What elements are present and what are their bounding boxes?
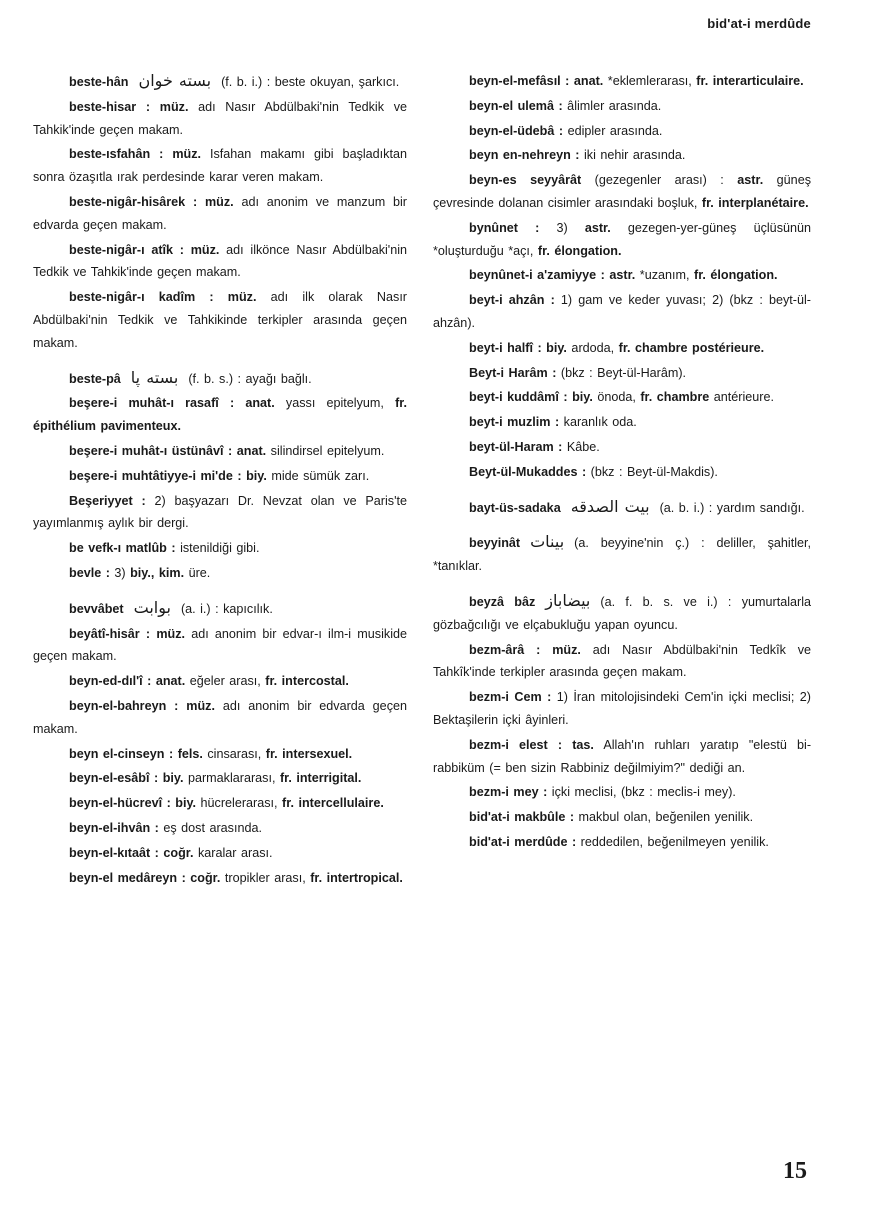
entry-headword: beste-ısfahân : bbox=[69, 147, 164, 162]
dictionary-entry bbox=[433, 362, 811, 385]
entry-headword: bayt-üs-sadaka bbox=[469, 500, 561, 515]
field-abbreviation: biy. bbox=[572, 390, 593, 405]
french-equivalent: fr. intertropical. bbox=[310, 870, 403, 885]
entry-text: 3) bbox=[539, 220, 585, 235]
dictionary-entry bbox=[33, 367, 407, 391]
dictionary-entry bbox=[33, 562, 407, 585]
entry-headword: bezm-i mey : bbox=[469, 785, 548, 800]
dictionary-entry bbox=[433, 169, 811, 215]
entry-text: Isfahan makamı gibi başladıktan sonra özaşıtla ırak perdesinde karar veren makam. bbox=[33, 147, 407, 185]
entry-headword: beyn-el-hücrevî : bbox=[69, 796, 171, 811]
dictionary-entry bbox=[33, 695, 407, 741]
entry-headword: beşere-i muhât-ı üstünâvî : bbox=[69, 443, 233, 458]
french-equivalent: fr. chambre bbox=[640, 390, 710, 405]
entry-text: istenildiği gibi. bbox=[175, 541, 260, 556]
entry-text: makbul olan, beğenilen yenilik. bbox=[574, 810, 754, 825]
field-abbreviation: müz. bbox=[186, 698, 215, 713]
entry-headword: bezm-i elest : bbox=[469, 737, 563, 752]
entry-text: parmaklararası, bbox=[183, 771, 280, 786]
entry-text: (a. i.) : kapıcılık. bbox=[180, 601, 273, 616]
entry-headword: beyt-i ahzân : bbox=[469, 293, 555, 308]
entry-headword: beste-nigâr-ı kadîm : bbox=[69, 290, 214, 305]
entry-text: hücrelerarası, bbox=[196, 796, 283, 811]
field-abbreviation: müz. bbox=[190, 242, 220, 257]
dictionary-entry bbox=[433, 590, 811, 637]
entry-text: gezegen-yer-güneş üçlüsünün *oluşturduğu *açı, bbox=[433, 220, 812, 258]
field-abbreviation: tas. bbox=[572, 737, 594, 752]
dictionary-entry bbox=[433, 781, 811, 804]
entry-headword: beyn-el-esâbî : bbox=[69, 771, 159, 786]
entry-text: ardoda, bbox=[566, 340, 619, 355]
dictionary-entry bbox=[433, 531, 811, 578]
page-number: 15 bbox=[783, 1158, 807, 1184]
dictionary-entry bbox=[433, 639, 811, 685]
arabic-script: بوابت bbox=[133, 597, 171, 617]
dictionary-entry bbox=[33, 191, 407, 237]
dictionary-entry bbox=[33, 767, 407, 790]
dictionary-entry bbox=[33, 143, 407, 189]
entry-text: 1) İran mitolojisindeki Cem'in içki meclisi; 2) Bektaşilerin içki âyinleri. bbox=[433, 690, 812, 727]
entry-headword: beyn en-nehreyn : bbox=[469, 148, 580, 163]
dictionary-entry bbox=[33, 623, 407, 669]
dictionary-entry bbox=[33, 96, 407, 142]
entry-text: karanlık oda. bbox=[559, 415, 637, 430]
field-abbreviation: müz. bbox=[227, 290, 257, 305]
dictionary-entry bbox=[33, 670, 407, 693]
entry-headword: bid'at-i makbûle : bbox=[469, 810, 575, 825]
field-abbreviation: müz. bbox=[204, 194, 234, 209]
entry-text: edipler arasında. bbox=[563, 123, 663, 138]
dictionary-entry bbox=[33, 392, 407, 438]
french-equivalent: fr. interrigital. bbox=[279, 771, 362, 786]
entry-headword: Beyt-i Harâm : bbox=[469, 365, 557, 380]
entry-headword: beyn-es seyyârât bbox=[469, 173, 582, 188]
entry-text: adı Nasır Abdülbaki'nin Tedkik ve Tahkik'inde geçen makam. bbox=[33, 99, 407, 137]
dictionary-entry bbox=[433, 734, 811, 780]
entry-text bbox=[150, 100, 160, 114]
entry-text: (gezegenler arası) : bbox=[581, 173, 738, 188]
french-equivalent: fr. interarticulaire. bbox=[696, 74, 804, 88]
entry-headword: beyt-ül-Haram : bbox=[469, 439, 563, 454]
french-equivalent: fr. intercostal. bbox=[265, 674, 349, 689]
field-abbreviation: müz. bbox=[172, 147, 201, 162]
field-abbreviation: müz. bbox=[156, 626, 185, 641]
entry-headword: bezm-ârâ : bbox=[469, 642, 541, 657]
dictionary-entry bbox=[33, 537, 407, 560]
entry-text: mide sümük zarı. bbox=[266, 468, 370, 483]
dictionary-entry bbox=[33, 239, 407, 285]
dictionary-entry bbox=[33, 597, 407, 621]
entry-headword: be vefk-ı matlûb : bbox=[69, 541, 176, 556]
right-column bbox=[433, 70, 811, 856]
field-abbreviation: anat. bbox=[573, 74, 604, 88]
french-equivalent: fr. intercellulaire. bbox=[282, 796, 384, 811]
entry-text: adı Nasır Abdülbaki'nin Tedkîk ve Tahkîk'inde terkipler arasında geçen makam. bbox=[433, 642, 812, 680]
field-abbreviation: astr. bbox=[737, 173, 764, 188]
entry-text: güneş çevresinde dolanan cisimler arasındaki boşluk, bbox=[433, 173, 811, 210]
entry-text: önoda, bbox=[592, 390, 641, 405]
entry-headword: beyt-i kuddâmî : bbox=[469, 390, 568, 405]
entry-text: (a. b. i.) : yardım sandığı. bbox=[659, 500, 805, 515]
french-equivalent: fr. épithélium pavimenteux. bbox=[33, 396, 407, 434]
field-abbreviation: anat. bbox=[155, 674, 186, 689]
dictionary-entry bbox=[433, 386, 811, 409]
field-abbreviation: biy. bbox=[246, 468, 267, 483]
entry-headword: beyn-el-kıtaât : bbox=[69, 845, 159, 860]
dictionary-entry bbox=[33, 70, 407, 94]
entry-headword: beynûnet-i a'zamiyye : bbox=[469, 268, 605, 283]
entry-text: cinsarası, bbox=[202, 746, 266, 761]
entry-text: adı ilk olarak Nasır Abdülbaki'nin Tedkik ve Tahkikinde terkipler arasında geçen makam. bbox=[33, 290, 408, 350]
entry-headword: beste-hân bbox=[69, 75, 129, 89]
entry-text: tropikler arası, bbox=[220, 870, 311, 885]
dictionary-entry bbox=[433, 217, 811, 263]
entry-headword: beyt-i halfî : bbox=[469, 340, 542, 355]
entry-text: Allah'ın ruhları yaratıp "elestü bi-rabbiküm (= ben sizin Rabbiniz değilmiyim?" dediği an. bbox=[433, 737, 812, 775]
entry-text: (a. beyyine'nin ç.) : deliller, şahitler, *tanıklar. bbox=[433, 536, 811, 574]
entry-text: (f. b. i.) : beste okuyan, şarkıcı. bbox=[221, 75, 400, 89]
entry-headword: beyzâ bâz bbox=[469, 594, 536, 609]
entry-text: 3) bbox=[109, 565, 131, 580]
dictionary-entry bbox=[33, 490, 407, 536]
entry-text bbox=[234, 396, 245, 410]
field-abbreviation: anat. bbox=[245, 396, 275, 411]
running-header: bid'at-i merdûde bbox=[707, 16, 811, 31]
entry-headword: bezm-i Cem : bbox=[469, 690, 552, 705]
entry-text bbox=[540, 643, 552, 657]
entry-headword: beyâtî-hisâr : bbox=[69, 626, 151, 641]
entry-headword: bevvâbet bbox=[69, 601, 124, 616]
entry-headword: beyn-el ulemâ : bbox=[469, 98, 563, 113]
dictionary-entry bbox=[433, 337, 811, 360]
french-equivalent: fr. chambre postérieure. bbox=[618, 340, 765, 355]
dictionary-entry bbox=[433, 120, 811, 143]
entry-text: adı ilkönce Nasır Abdülbaki'nin Tedkik ve Tahkik'inde geçen makam. bbox=[33, 242, 408, 280]
entry-text bbox=[562, 738, 572, 752]
field-abbreviation: anat. bbox=[236, 443, 267, 458]
entry-headword: beyn-ed-dıl'î : bbox=[69, 674, 152, 689]
entry-headword: beyn-el-ihvân : bbox=[69, 820, 159, 835]
left-column bbox=[33, 70, 407, 891]
entry-text bbox=[184, 243, 191, 257]
entry-headword: beyt-i muzlim : bbox=[469, 415, 560, 430]
french-equivalent: fr. interplanétaire. bbox=[701, 195, 809, 210]
entry-text: karalar arası. bbox=[193, 845, 273, 860]
dictionary-entry bbox=[33, 743, 407, 766]
field-abbreviation: coğr. bbox=[163, 845, 194, 860]
entry-headword: beste-nigâr-ı atîk : bbox=[69, 242, 184, 257]
arabic-script: بيضاباز bbox=[545, 590, 591, 610]
entry-text: yassı epitelyum, bbox=[274, 396, 396, 411]
french-equivalent: fr. élongation. bbox=[537, 243, 622, 258]
dictionary-entry bbox=[433, 686, 811, 732]
arabic-script: بينات bbox=[530, 532, 565, 552]
entry-text: adı anonim bir edvarda geçen makam. bbox=[33, 698, 407, 736]
entry-headword: Beşeriyyet : bbox=[69, 493, 146, 508]
entry-text: 2) başyazarı Dr. Nevzat olan ve Paris'te yayımlanmış aylık bir dergi. bbox=[33, 493, 408, 531]
entry-text: adı anonim bir edvar-ı ilm-i musikide geçen makam. bbox=[33, 626, 407, 664]
entry-headword: beyn-el-mefâsıl : bbox=[469, 74, 570, 88]
dictionary-entry bbox=[33, 286, 407, 354]
entry-text: reddedilen, beğenilmeyen yenilik. bbox=[576, 834, 769, 849]
dictionary-entry bbox=[33, 842, 407, 865]
entry-text: adı anonim ve manzum bir edvarda geçen makam. bbox=[33, 194, 407, 232]
dictionary-entry bbox=[33, 440, 407, 463]
entry-text: silindirsel epitelyum. bbox=[266, 443, 385, 458]
entry-headword: bynûnet : bbox=[469, 220, 540, 235]
dictionary-entry bbox=[433, 411, 811, 434]
arabic-script: بسته خوان bbox=[138, 71, 212, 90]
entry-text: (a. f. b. s. ve i.) : yumurtalarla gözbağcılığı ve elçabukluğu yapan oyuncu. bbox=[433, 594, 811, 632]
entry-text bbox=[214, 290, 228, 304]
entry-headword: beyn-el medâreyn : bbox=[69, 870, 186, 885]
dictionary-entry bbox=[433, 70, 811, 93]
entry-text: *eklemlerarası, bbox=[603, 74, 697, 88]
entry-headword: beste-pâ bbox=[69, 371, 121, 386]
entry-text bbox=[163, 147, 172, 161]
french-equivalent: fr. élongation. bbox=[694, 268, 778, 283]
entry-text: antérieure. bbox=[709, 390, 774, 405]
entry-headword: beşere-i muhtâtiyye-i mi'de : bbox=[69, 468, 242, 483]
entry-text: içki meclisi, (bkz : meclis-i mey). bbox=[547, 785, 736, 800]
entry-headword: beste-nigâr-hisârek : bbox=[69, 194, 198, 209]
dictionary-entry bbox=[433, 806, 811, 829]
entry-headword: beste-hisar : bbox=[69, 99, 151, 114]
entry-headword: beşere-i muhât-ı rasafî : bbox=[69, 396, 235, 411]
dictionary-entry bbox=[433, 95, 811, 118]
entry-headword: beyn-el-üdebâ : bbox=[469, 123, 564, 138]
dictionary-entry bbox=[33, 817, 407, 840]
arabic-script: بسته پا bbox=[130, 367, 179, 387]
field-abbreviation: biy. bbox=[175, 796, 197, 811]
entry-headword: bid'at-i merdûde : bbox=[469, 834, 577, 849]
entry-text: Kâbe. bbox=[562, 439, 600, 454]
dictionary-entry bbox=[433, 496, 811, 520]
entry-text: üre. bbox=[184, 565, 211, 580]
dictionary-entry bbox=[433, 264, 811, 287]
entry-text: iki nehir arasında. bbox=[579, 148, 686, 163]
dictionary-entry bbox=[433, 831, 811, 854]
entry-text: *uzanım, bbox=[635, 268, 694, 283]
dictionary-entry bbox=[433, 436, 811, 459]
entry-text: eş dost arasında. bbox=[158, 820, 262, 835]
entry-headword: beyn el-cinseyn : bbox=[69, 746, 174, 761]
entry-text: (bkz : Beyt-ül-Makdis). bbox=[586, 464, 718, 479]
field-abbreviation: müz. bbox=[159, 99, 189, 114]
dictionary-entry bbox=[433, 461, 811, 484]
field-abbreviation: astr. bbox=[584, 220, 611, 235]
entry-text: (f. b. s.) : ayağı bağlı. bbox=[188, 371, 312, 386]
french-equivalent: fr. intersexuel. bbox=[265, 746, 353, 761]
field-abbreviation: biy., kim. bbox=[130, 565, 185, 580]
dictionary-entry bbox=[33, 792, 407, 815]
field-abbreviation: biy. bbox=[546, 340, 567, 355]
dictionary-entry bbox=[433, 144, 811, 167]
field-abbreviation: fels. bbox=[177, 746, 203, 761]
entry-text: 1) gam ve keder yuvası; 2) (bkz : beyt-ül-ahzân). bbox=[433, 293, 811, 330]
arabic-script: بيت الصدقه bbox=[570, 496, 650, 516]
entry-text: âlimler arasında. bbox=[562, 98, 662, 113]
entry-headword: bevle : bbox=[69, 565, 110, 580]
dictionary-entry bbox=[33, 465, 407, 488]
entry-headword: beyn-el-bahreyn : bbox=[69, 698, 179, 713]
field-abbreviation: astr. bbox=[609, 268, 636, 283]
entry-text bbox=[197, 195, 205, 209]
entry-headword: Beyt-ül-Mukaddes : bbox=[469, 464, 587, 479]
entry-text: eğeler arası, bbox=[185, 674, 266, 689]
field-abbreviation: coğr. bbox=[190, 870, 221, 885]
dictionary-entry bbox=[433, 289, 811, 335]
entry-text: (bkz : Beyt-ül-Harâm). bbox=[556, 365, 687, 380]
dictionary-entry bbox=[33, 867, 407, 890]
field-abbreviation: müz. bbox=[552, 642, 581, 657]
entry-headword: beyyinât bbox=[469, 536, 521, 551]
field-abbreviation: biy. bbox=[162, 771, 184, 786]
